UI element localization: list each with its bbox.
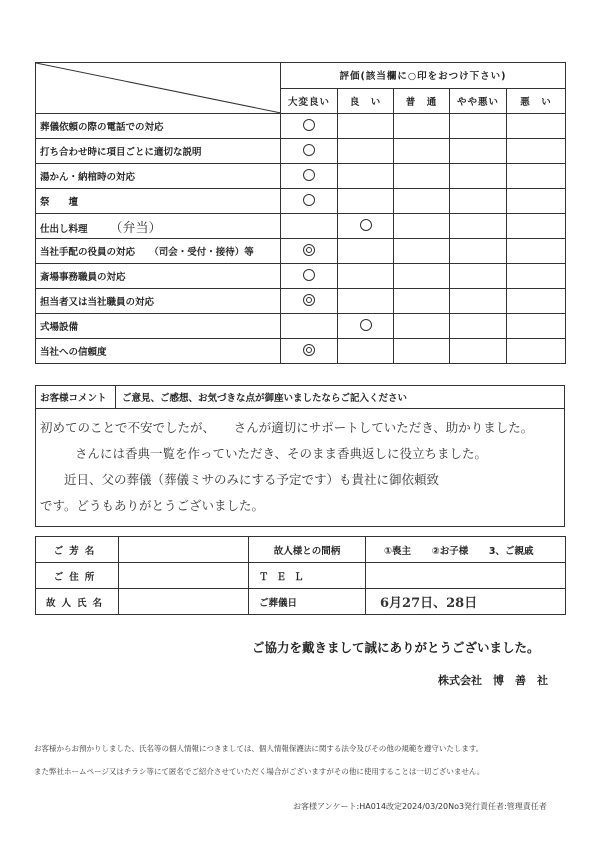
rating-cell[interactable]	[281, 239, 338, 264]
deceased-field	[119, 589, 249, 615]
evaluation-item	[36, 189, 281, 214]
item-label: 担当者又は当社職員の対応	[40, 297, 155, 308]
comment-box	[35, 385, 565, 527]
circle-mark-icon	[360, 219, 372, 231]
col-very-good: 大変良い	[281, 88, 338, 114]
rating-cell[interactable]	[338, 339, 394, 364]
circle-mark-icon	[360, 319, 372, 331]
circle-mark-icon	[303, 269, 315, 281]
rating-cell[interactable]	[281, 189, 338, 214]
circle-mark-icon	[303, 144, 315, 156]
circle-mark-icon	[303, 194, 315, 206]
rating-cell[interactable]	[394, 214, 450, 239]
rating-cell[interactable]	[338, 289, 394, 314]
relation-option: ①喪主	[384, 545, 412, 557]
col-bad: 悪 い	[507, 88, 566, 114]
rating-cell[interactable]	[450, 239, 507, 264]
rating-cell[interactable]	[281, 139, 338, 164]
rating-cell[interactable]	[338, 239, 394, 264]
comment-line: 近日、父の葬儀（葬儀ミサのみにする予定です）も貴社に御依頼致	[64, 472, 440, 487]
diagonal-header-cell	[36, 63, 281, 114]
rating-cell[interactable]	[450, 339, 507, 364]
evaluation-table	[35, 62, 566, 364]
relation-option: 3、ご親戚	[488, 545, 534, 557]
evaluation-row	[36, 289, 566, 314]
form-footer: お客様アンケート:HA014改定2024/03/20No3発行責任者:管理責任者	[293, 802, 547, 811]
relation-label: 故人様との間柄	[249, 537, 366, 563]
evaluation-row	[36, 214, 566, 239]
rating-cell[interactable]	[450, 164, 507, 189]
rating-cell[interactable]	[338, 314, 394, 339]
evaluation-row	[36, 139, 566, 164]
rating-cell[interactable]	[507, 139, 566, 164]
evaluation-row	[36, 239, 566, 264]
evaluation-item	[36, 264, 281, 289]
item-label: 斎場事務職員の対応	[40, 272, 126, 283]
rating-cell[interactable]	[394, 139, 450, 164]
double-circle-mark-icon	[303, 244, 315, 256]
item-label: 打ち合わせ時に項目ごとに適切な説明	[40, 147, 202, 158]
rating-cell[interactable]	[507, 339, 566, 364]
comment-instruction: ご意見、ご感想、お気づきな点が御座いましたならご記入ください	[122, 393, 408, 404]
evaluation-item	[36, 114, 281, 139]
rating-cell[interactable]	[338, 264, 394, 289]
rating-cell[interactable]	[507, 314, 566, 339]
double-circle-mark-icon	[303, 294, 315, 306]
rating-cell[interactable]	[394, 114, 450, 139]
relation-option: ②お子様	[431, 545, 469, 557]
rating-cell[interactable]	[507, 289, 566, 314]
rating-cell[interactable]	[394, 339, 450, 364]
rating-cell[interactable]	[450, 114, 507, 139]
evaluation-row	[36, 314, 566, 339]
evaluation-item	[36, 239, 281, 264]
tel-label: ＴＥＬ	[249, 563, 366, 589]
name-label: ご芳名	[36, 537, 119, 563]
circle-mark-icon	[303, 119, 315, 131]
rating-cell[interactable]	[281, 114, 338, 139]
evaluation-item	[36, 164, 281, 189]
rating-cell[interactable]	[281, 214, 338, 239]
evaluation-row	[36, 339, 566, 364]
rating-cell[interactable]	[507, 239, 566, 264]
tel-field	[366, 563, 566, 589]
item-label: 湯かん・納棺時の対応	[40, 172, 136, 183]
rating-cell[interactable]	[450, 214, 507, 239]
rating-cell[interactable]	[394, 264, 450, 289]
item-label: 葬儀依頼の際の電話での対応	[40, 122, 164, 133]
col-average: 普 通	[394, 88, 450, 114]
evaluation-row	[36, 114, 566, 139]
rating-cell[interactable]	[450, 264, 507, 289]
rating-cell[interactable]	[394, 189, 450, 214]
rating-cell[interactable]	[450, 289, 507, 314]
rating-cell[interactable]	[450, 189, 507, 214]
rating-cell[interactable]	[338, 164, 394, 189]
circle-mark-icon	[303, 169, 315, 181]
item-label: 仕出し料理	[40, 223, 88, 235]
rating-cell[interactable]	[507, 164, 566, 189]
evaluation-item	[36, 139, 281, 164]
rating-cell[interactable]	[338, 214, 394, 239]
comment-line: 初めてのことで不安でしたが、 さんが適切にサポートしていただき、助かりました。	[40, 420, 534, 435]
comment-line: さんには香典一覧を作っていただき、そのまま香典返しに役立ちました。	[50, 446, 488, 461]
evaluation-item	[36, 214, 281, 239]
rating-cell[interactable]	[507, 214, 566, 239]
rating-cell[interactable]	[338, 189, 394, 214]
col-good: 良 い	[338, 88, 394, 114]
item-label: 式場設備	[40, 322, 79, 333]
rating-cell[interactable]	[394, 164, 450, 189]
rating-cell[interactable]	[507, 114, 566, 139]
name-field	[119, 537, 249, 563]
col-somewhat-bad: やや悪い	[450, 88, 507, 114]
rating-cell[interactable]	[394, 239, 450, 264]
funeral-date-value: 6月27日、28日	[366, 589, 566, 615]
privacy-note: お客様からお預かりしました、氏名等の個人情報につきましては、個人情報保護法に関する法令及びその他の規範を遵守いたします。	[34, 744, 484, 753]
evaluation-item	[36, 289, 281, 314]
item-label: 当社手配の役員の対応 （司会・受付・接待）等	[40, 247, 254, 258]
item-label: 祭 壇	[40, 197, 79, 208]
evaluation-row	[36, 164, 566, 189]
rating-cell[interactable]	[281, 289, 338, 314]
rating-cell[interactable]	[507, 189, 566, 214]
rating-cell[interactable]	[281, 264, 338, 289]
evaluation-item	[36, 339, 281, 364]
deceased-label: 故人氏名	[36, 589, 119, 615]
rating-title: 評価(該当欄に○印をおつけ下さい)	[281, 63, 566, 89]
address-label: ご住所	[36, 563, 119, 589]
rating-cell[interactable]	[338, 114, 394, 139]
evaluation-item	[36, 314, 281, 339]
funeral-date-label: ご葬儀日	[249, 589, 366, 615]
evaluation-row	[36, 264, 566, 289]
address-field	[119, 563, 249, 589]
privacy-note: また弊社ホームページ又はチラシ等にて匿名でご紹介させていただく場合がございますがその他に使用することは一切ございません。	[34, 767, 485, 776]
company-name: 株式会社 博 善 社	[438, 674, 548, 687]
rating-cell[interactable]	[507, 264, 566, 289]
diagonal-line	[36, 63, 281, 113]
rating-cell[interactable]	[450, 139, 507, 164]
customer-info-table	[35, 536, 566, 615]
rating-cell[interactable]	[394, 314, 450, 339]
evaluation-row	[36, 189, 566, 214]
rating-cell[interactable]	[281, 339, 338, 364]
rating-cell[interactable]	[450, 314, 507, 339]
rating-cell[interactable]	[338, 139, 394, 164]
relation-options	[366, 537, 566, 563]
comment-line: です。どうもありがとうございました。	[40, 498, 265, 513]
thanks-message: ご協力を戴きまして誠にありがとうございました。	[252, 640, 540, 655]
rating-cell[interactable]	[281, 314, 338, 339]
rating-cell[interactable]	[394, 289, 450, 314]
comment-label: お客様コメント	[36, 386, 116, 408]
rating-cell[interactable]	[281, 164, 338, 189]
item-label: 当社への信頼度	[40, 347, 107, 358]
double-circle-mark-icon	[303, 344, 315, 356]
item-note: （弁当）	[109, 220, 162, 236]
